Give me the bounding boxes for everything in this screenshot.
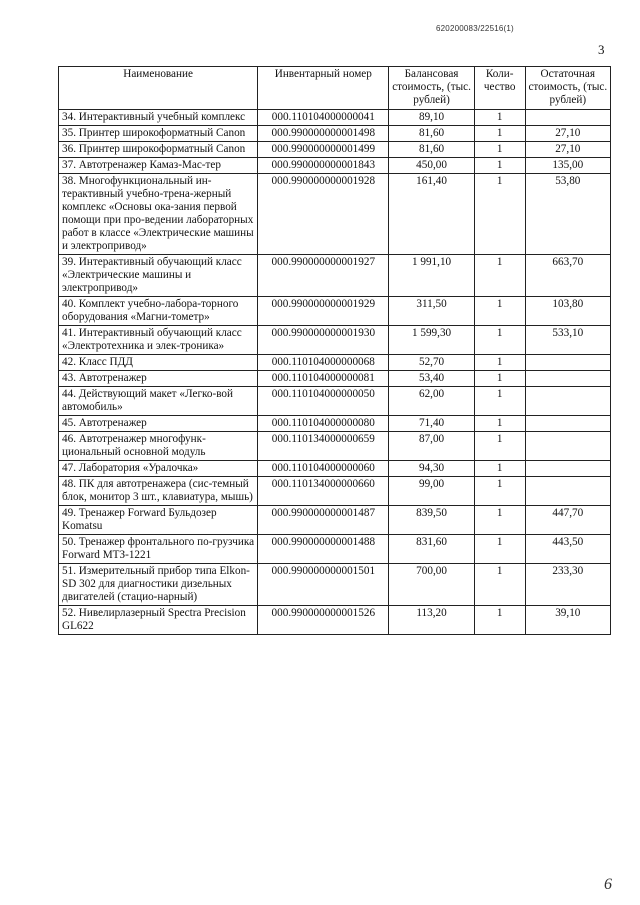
cell-residual-value: 663,70 — [525, 255, 610, 297]
cell-balance-value: 113,20 — [389, 606, 474, 635]
cell-name: 52. Нивелирлазерный Spectra Precision GL622 — [59, 606, 258, 635]
cell-inventory-number: 000.990000000001488 — [258, 535, 389, 564]
document-id: 620200083/22516(1) — [436, 24, 514, 33]
table-row — [59, 461, 611, 477]
table-row — [59, 174, 611, 255]
cell-residual-value: 53,80 — [525, 174, 610, 255]
cell-balance-value: 839,50 — [389, 506, 474, 535]
cell-residual-value: 39,10 — [525, 606, 610, 635]
cell-balance-value: 161,40 — [389, 174, 474, 255]
cell-quantity: 1 — [474, 255, 525, 297]
cell-name: 42. Класс ПДД — [59, 355, 258, 371]
cell-balance-value: 700,00 — [389, 564, 474, 606]
cell-inventory-number: 000.110104000000050 — [258, 387, 389, 416]
table-row — [59, 477, 611, 506]
cell-inventory-number: 000.110104000000080 — [258, 416, 389, 432]
cell-quantity: 1 — [474, 326, 525, 355]
cell-inventory-number: 000.110134000000659 — [258, 432, 389, 461]
cell-residual-value — [525, 387, 610, 416]
cell-quantity: 1 — [474, 387, 525, 416]
cell-quantity: 1 — [474, 126, 525, 142]
cell-name: 40. Комплект учебно-лабора-торного оборудования «Магни-тометр» — [59, 297, 258, 326]
table-header-row — [59, 67, 611, 110]
cell-residual-value: 443,50 — [525, 535, 610, 564]
cell-name: 37. Автотренажер Камаз-Мас-тер — [59, 158, 258, 174]
cell-name: 41. Интерактивный обучающий класс «Электротехника и элек-троника» — [59, 326, 258, 355]
cell-quantity: 1 — [474, 158, 525, 174]
table-row — [59, 158, 611, 174]
table-row — [59, 371, 611, 387]
cell-balance-value: 87,00 — [389, 432, 474, 461]
cell-quantity: 1 — [474, 174, 525, 255]
header-quantity: Коли-чество — [474, 67, 525, 110]
table-row — [59, 255, 611, 297]
table-row — [59, 506, 611, 535]
page-number: 3 — [598, 42, 605, 57]
table-row — [59, 535, 611, 564]
cell-name: 47. Лаборатория «Уралочка» — [59, 461, 258, 477]
cell-name: 35. Принтер широкоформатный Canon — [59, 126, 258, 142]
cell-quantity: 1 — [474, 564, 525, 606]
cell-balance-value: 450,00 — [389, 158, 474, 174]
cell-name: 45. Автотренажер — [59, 416, 258, 432]
cell-quantity: 1 — [474, 432, 525, 461]
cell-residual-value: 135,00 — [525, 158, 610, 174]
cell-name: 50. Тренажер фронтального по-грузчика Forward МТЗ-1221 — [59, 535, 258, 564]
table-row — [59, 142, 611, 158]
handwritten-page-mark: 6 — [604, 876, 612, 893]
cell-residual-value — [525, 432, 610, 461]
cell-balance-value: 71,40 — [389, 416, 474, 432]
cell-balance-value: 1 599,30 — [389, 326, 474, 355]
cell-name: 46. Автотренажер многофунк-циональный основной модуль — [59, 432, 258, 461]
cell-inventory-number: 000.990000000001501 — [258, 564, 389, 606]
cell-name: 49. Тренажер Forward Бульдозер Komatsu — [59, 506, 258, 535]
table-row — [59, 606, 611, 635]
header-residual-value: Остаточная стоимость, (тыс. рублей) — [525, 67, 610, 110]
cell-balance-value: 311,50 — [389, 297, 474, 326]
cell-name: 38. Многофункциональный ин-терактивный учебно-трена-жерный комплекс «Основы ока-зания первой помощи при про-ведении лабораторных работ в классе «Электрические машины и электропривод» — [59, 174, 258, 255]
table-row — [59, 564, 611, 606]
cell-inventory-number: 000.990000000001487 — [258, 506, 389, 535]
cell-quantity: 1 — [474, 461, 525, 477]
cell-name: 43. Автотренажер — [59, 371, 258, 387]
cell-residual-value: 27,10 — [525, 126, 610, 142]
table-body — [59, 110, 611, 635]
cell-residual-value: 447,70 — [525, 506, 610, 535]
cell-balance-value: 81,60 — [389, 142, 474, 158]
cell-name: 36. Принтер широкоформатный Canon — [59, 142, 258, 158]
cell-name: 51. Измерительный прибор типа Elkon-SD 302 для диагностики дизельных двигателей (стацио-нарный) — [59, 564, 258, 606]
cell-inventory-number: 000.110104000000081 — [258, 371, 389, 387]
cell-name: 44. Действующий макет «Легко-вой автомобиль» — [59, 387, 258, 416]
cell-residual-value — [525, 371, 610, 387]
cell-inventory-number: 000.990000000001499 — [258, 142, 389, 158]
cell-balance-value: 831,60 — [389, 535, 474, 564]
cell-inventory-number: 000.110104000000068 — [258, 355, 389, 371]
cell-residual-value — [525, 110, 610, 126]
cell-inventory-number: 000.110104000000060 — [258, 461, 389, 477]
table-row — [59, 110, 611, 126]
cell-inventory-number: 000.990000000001929 — [258, 297, 389, 326]
cell-balance-value: 94,30 — [389, 461, 474, 477]
cell-balance-value: 1 991,10 — [389, 255, 474, 297]
cell-residual-value — [525, 461, 610, 477]
cell-quantity: 1 — [474, 477, 525, 506]
cell-quantity: 1 — [474, 535, 525, 564]
cell-name: 48. ПК для автотренажера (сис-темный блок, монитор 3 шт., клавиатура, мышь) — [59, 477, 258, 506]
cell-name: 34. Интерактивный учебный комплекс — [59, 110, 258, 126]
header-name: Наименование — [59, 67, 258, 110]
cell-residual-value — [525, 477, 610, 506]
cell-residual-value — [525, 355, 610, 371]
header-balance-value: Балансовая стоимость, (тыс. рублей) — [389, 67, 474, 110]
cell-balance-value: 81,60 — [389, 126, 474, 142]
cell-residual-value — [525, 416, 610, 432]
table-row — [59, 387, 611, 416]
cell-inventory-number: 000.110134000000660 — [258, 477, 389, 506]
assets-table — [58, 66, 611, 635]
cell-quantity: 1 — [474, 355, 525, 371]
cell-balance-value: 53,40 — [389, 371, 474, 387]
cell-inventory-number: 000.990000000001526 — [258, 606, 389, 635]
cell-inventory-number: 000.990000000001498 — [258, 126, 389, 142]
cell-balance-value: 99,00 — [389, 477, 474, 506]
cell-quantity: 1 — [474, 606, 525, 635]
cell-inventory-number: 000.990000000001930 — [258, 326, 389, 355]
header-inventory-number: Инвентарный номер — [258, 67, 389, 110]
table-row — [59, 126, 611, 142]
cell-inventory-number: 000.990000000001843 — [258, 158, 389, 174]
cell-quantity: 1 — [474, 297, 525, 326]
cell-name: 39. Интерактивный обучающий класс «Электрические машины и электропривод» — [59, 255, 258, 297]
cell-inventory-number: 000.990000000001928 — [258, 174, 389, 255]
cell-quantity: 1 — [474, 110, 525, 126]
table-row — [59, 416, 611, 432]
cell-residual-value: 27,10 — [525, 142, 610, 158]
cell-quantity: 1 — [474, 416, 525, 432]
cell-balance-value: 62,00 — [389, 387, 474, 416]
table-row — [59, 355, 611, 371]
table-row — [59, 432, 611, 461]
cell-residual-value: 533,10 — [525, 326, 610, 355]
cell-balance-value: 52,70 — [389, 355, 474, 371]
table-row — [59, 297, 611, 326]
cell-balance-value: 89,10 — [389, 110, 474, 126]
cell-quantity: 1 — [474, 371, 525, 387]
cell-residual-value: 103,80 — [525, 297, 610, 326]
cell-residual-value: 233,30 — [525, 564, 610, 606]
cell-quantity: 1 — [474, 506, 525, 535]
cell-quantity: 1 — [474, 142, 525, 158]
cell-inventory-number: 000.990000000001927 — [258, 255, 389, 297]
cell-inventory-number: 000.110104000000041 — [258, 110, 389, 126]
table-row — [59, 326, 611, 355]
